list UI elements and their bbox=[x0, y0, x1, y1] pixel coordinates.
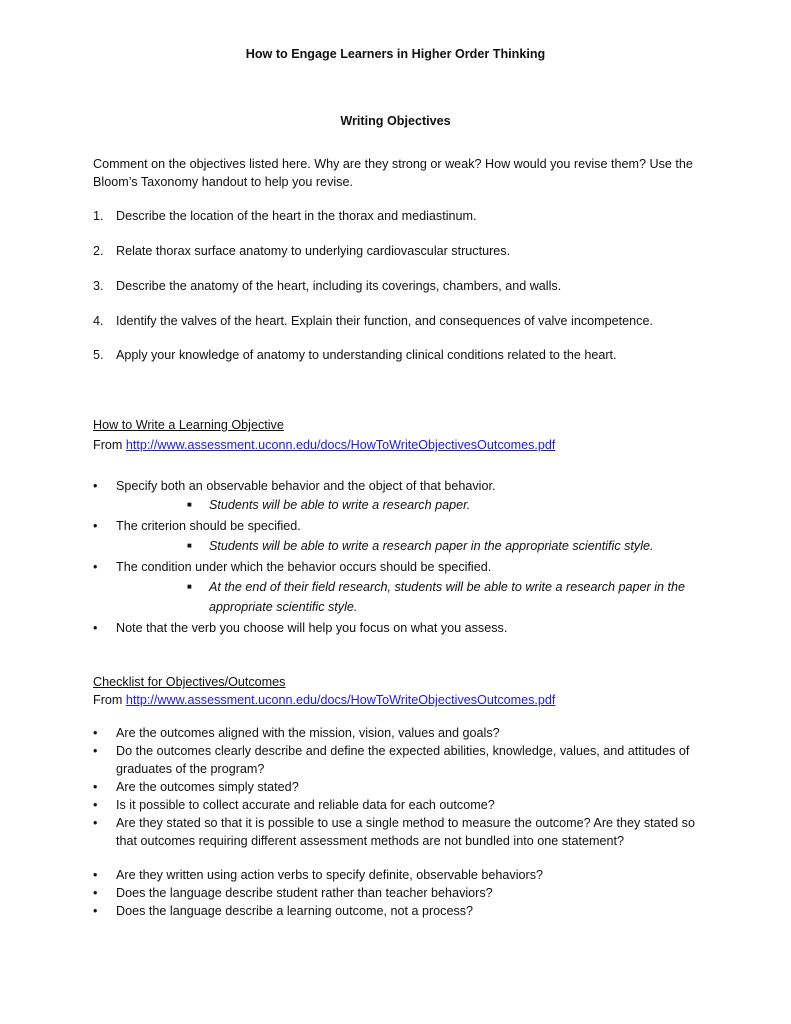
objective-item bbox=[93, 312, 733, 330]
bullet-icon: • bbox=[93, 621, 98, 635]
source-label: From bbox=[93, 693, 126, 707]
objective-text: Identify the valves of the heart. Explain their function, and consequences of valve incompetence. bbox=[116, 314, 653, 328]
bullet-icon: • bbox=[93, 726, 98, 740]
checklist-item-text: Are the outcomes simply stated? bbox=[116, 780, 299, 794]
checklist-item-text: Does the language describe student rather than teacher behaviors? bbox=[116, 886, 493, 900]
square-bullet-icon: ■ bbox=[187, 500, 192, 509]
bullet-icon: • bbox=[93, 560, 98, 574]
bullet-icon: • bbox=[93, 868, 98, 882]
sub-list-item-text: At the end of their field research, students will be able to write a research paper in the appropriate scientific style. bbox=[209, 580, 686, 614]
objective-text: Relate thorax surface anatomy to underlying cardiovascular structures. bbox=[116, 244, 511, 258]
intro-paragraph: Comment on the objectives listed here. Why are they strong or weak? How would you revise them? Use the Bloom’s Taxonomy handout to help you revise. bbox=[93, 157, 693, 189]
source-link[interactable]: http://www.assessment.uconn.edu/docs/HowToWriteObjectivesOutcomes.pdf bbox=[125, 438, 556, 452]
checklist-item-text: Are they stated so that it is possible to use a single method to measure the outcome? Are they stated so that outcomes requiring different assessment methods are not bundled into one statement? bbox=[116, 816, 695, 848]
objective-number: 3. bbox=[93, 279, 104, 293]
objective-item bbox=[93, 277, 733, 295]
checklist-item-text: Is it possible to collect accurate and reliable data for each outcome? bbox=[116, 798, 495, 812]
objective-number: 5. bbox=[93, 348, 104, 362]
bullet-icon: • bbox=[93, 479, 98, 493]
bullet-icon: • bbox=[93, 904, 98, 918]
bullet-icon: • bbox=[93, 886, 98, 900]
objective-item bbox=[93, 346, 733, 364]
square-bullet-icon: ■ bbox=[187, 582, 192, 591]
source-label: From bbox=[93, 438, 126, 452]
checklist-item-text: Are they written using action verbs to specify definite, observable behaviors? bbox=[116, 868, 544, 882]
objective-text: Describe the location of the heart in the thorax and mediastinum. bbox=[116, 209, 477, 223]
objective-number: 4. bbox=[93, 314, 104, 328]
objective-number: 1. bbox=[93, 209, 104, 223]
sub-list-item-text: Students will be able to write a research paper in the appropriate scientific style. bbox=[209, 539, 654, 553]
list-item-text: Specify both an observable behavior and the object of that behavior. bbox=[116, 479, 496, 493]
section-heading-checklist: Checklist for Objectives/Outcomes bbox=[93, 675, 286, 689]
document-title: How to Engage Learners in Higher Order Thinking bbox=[245, 47, 546, 61]
objective-text: Apply your knowledge of anatomy to understanding clinical conditions related to the heart. bbox=[116, 348, 617, 362]
checklist-item-text: Does the language describe a learning outcome, not a process? bbox=[116, 904, 474, 918]
source-line bbox=[93, 691, 555, 709]
objective-number: 2. bbox=[93, 244, 104, 258]
square-bullet-icon: ■ bbox=[187, 541, 192, 550]
checklist-item-text: Do the outcomes clearly describe and define the expected abilities, knowledge, values, and attitudes of graduates of the program? bbox=[116, 744, 690, 776]
list-item-text: The condition under which the behavior occurs should be specified. bbox=[116, 560, 492, 574]
objective-item bbox=[93, 207, 733, 225]
bullet-icon: • bbox=[93, 780, 98, 794]
objective-text: Describe the anatomy of the heart, including its coverings, chambers, and walls. bbox=[116, 279, 562, 293]
sub-list-item-text: Students will be able to write a research paper. bbox=[209, 498, 471, 512]
source-line bbox=[93, 436, 555, 454]
source-link[interactable]: http://www.assessment.uconn.edu/docs/HowToWriteObjectivesOutcomes.pdf bbox=[125, 693, 556, 707]
list-item-text: Note that the verb you choose will help you focus on what you assess. bbox=[116, 621, 508, 635]
bullet-icon: • bbox=[93, 744, 98, 758]
list-item-text: The criterion should be specified. bbox=[116, 519, 301, 533]
section-title: Writing Objectives bbox=[340, 114, 451, 128]
checklist-item-text: Are the outcomes aligned with the mission, vision, values and goals? bbox=[116, 726, 500, 740]
objective-item bbox=[93, 242, 733, 260]
bullet-icon: • bbox=[93, 816, 98, 830]
bullet-icon: • bbox=[93, 519, 98, 533]
section-heading-learning-objective: How to Write a Learning Objective bbox=[93, 418, 284, 432]
bullet-icon: • bbox=[93, 798, 98, 812]
